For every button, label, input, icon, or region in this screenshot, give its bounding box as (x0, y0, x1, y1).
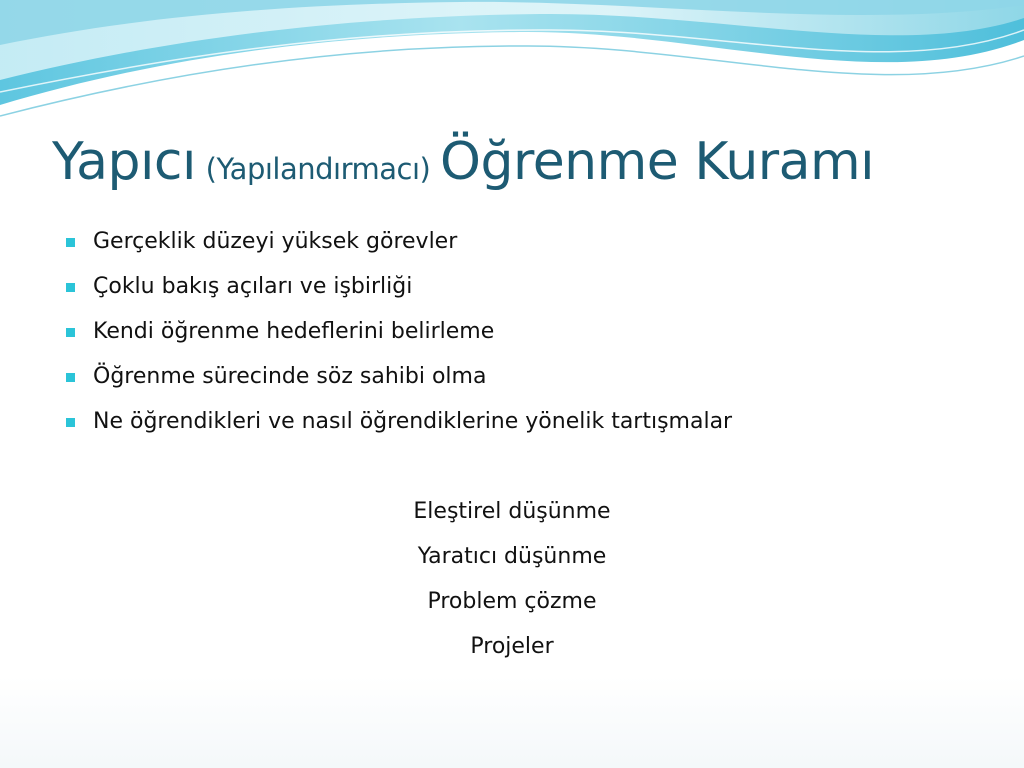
centered-item: Projeler (470, 634, 554, 659)
bullet-item (66, 316, 966, 361)
bullet-item (66, 271, 966, 316)
square-bullet-icon (66, 373, 75, 382)
centered-item: Problem çözme (427, 589, 597, 614)
centered-item: Eleştirel düşünme (413, 499, 611, 524)
title-parenthetical: (Yapılandırmacı) (205, 152, 431, 186)
bullet-item (66, 361, 966, 406)
bullet-item (66, 226, 966, 271)
title-part-2: Öğrenme Kuramı (440, 132, 875, 192)
square-bullet-icon (66, 238, 75, 247)
square-bullet-icon (66, 328, 75, 337)
bullet-text: Kendi öğrenme hedeflerini belirleme (93, 319, 495, 344)
bullet-text: Öğrenme sürecinde söz sahibi olma (93, 364, 487, 389)
slide-title (52, 132, 1002, 212)
bullet-text: Ne öğrendikleri ve nasıl öğrendiklerine yönelik tartışmalar (93, 409, 733, 434)
title-part-1: Yapıcı (52, 132, 196, 192)
bullet-item (66, 406, 966, 451)
bullet-text: Gerçeklik düzeyi yüksek görevler (93, 229, 458, 254)
bullet-text: Çoklu bakış açıları ve işbirliği (93, 274, 413, 299)
centered-item: Yaratıcı düşünme (417, 544, 607, 569)
square-bullet-icon (66, 418, 75, 427)
decorative-wave-header (0, 0, 1024, 130)
centered-list (0, 495, 1024, 675)
bullet-list (66, 226, 966, 451)
square-bullet-icon (66, 283, 75, 292)
